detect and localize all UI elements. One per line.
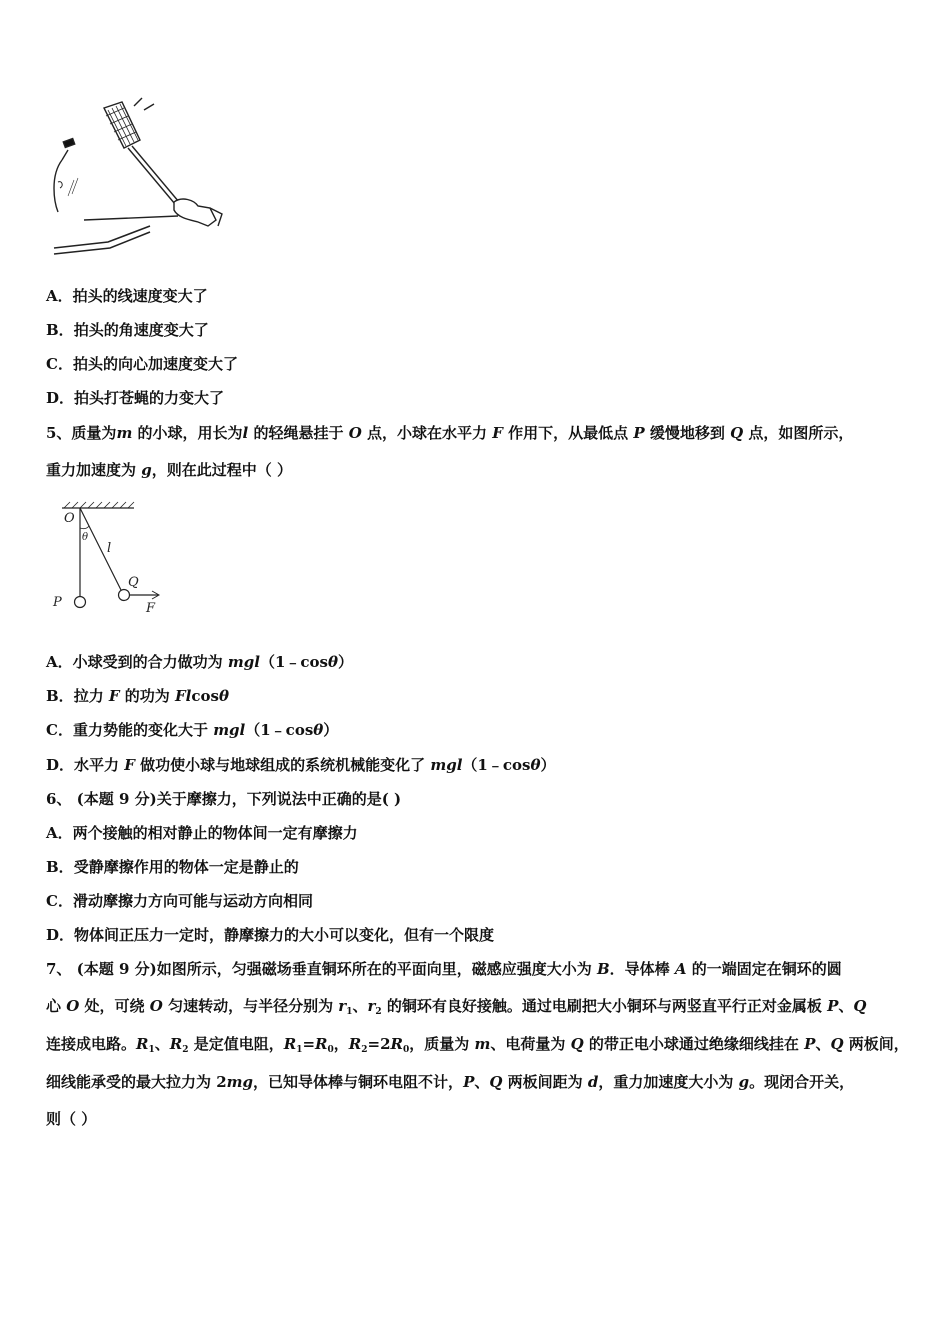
label-Q: Q xyxy=(128,575,139,590)
q5-option-a[interactable]: A．小球受到的合力做功为 mgl（1﹣cosθ） xyxy=(46,653,353,671)
q7-stem-line3: 连接成电路。$R_1$、$R_2$ 是定值电阻，$R_1=R_0$，$R_2=2R_0$，质量为 m、电荷量为 Q 的带正电小球通过绝缘细线挂在 P、Q 两板间， xyxy=(46,1035,909,1055)
q4-option-a[interactable]: A．拍头的线速度变大了 xyxy=(46,287,208,305)
q6-option-d[interactable]: D．物体间正压力一定时，静摩擦力的大小可以变化，但有一个限度 xyxy=(46,926,495,944)
q4-option-c[interactable]: C．拍头的向心加速度变大了 xyxy=(46,355,238,373)
q7-stem-line4: 细线能承受的最大拉力为 2mg，已知导体棒与铜环电阻不计，P、Q 两板间距为 d，重力加速度大小为 g。现闭合开关， xyxy=(46,1073,855,1091)
label-P: P xyxy=(53,595,62,610)
q4-option-d[interactable]: D．拍头打苍蝇的力变大了 xyxy=(46,389,225,407)
q5-stem-line1: 5、质量为m 的小球，用长为l 的轻绳悬挂于 O 点，小球在水平力 F 作用下，从最低点 P 缓慢地移到 Q 点，如图所示， xyxy=(46,424,854,442)
fly-swatter-figure xyxy=(48,96,238,266)
q7-stem-line2: 心 O 处，可绕 O 匀速转动，与半径分别为 $r_1$、$r_2$ 的铜环有良好接触。通过电刷把大小铜环与两竖直平行正对金属板 P、Q xyxy=(46,997,867,1017)
q7-stem-line1: 7、 (本题 9 分)如图所示，匀强磁场垂直铜环所在的平面向里，磁感应强度大小为 B．导体棒 A 的一端固定在铜环的圆 xyxy=(46,960,842,978)
label-F: F xyxy=(146,601,156,616)
label-theta: θ xyxy=(82,532,89,543)
q6-stem: 6、 (本题 9 分)关于摩擦力，下列说法中正确的是( ) xyxy=(46,790,402,808)
q6-option-b[interactable]: B．受静摩擦作用的物体一定是静止的 xyxy=(46,858,299,876)
q5-option-d[interactable]: D．水平力 F 做功使小球与地球组成的系统机械能变化了 mgl（1﹣cosθ） xyxy=(46,756,556,774)
q6-option-c[interactable]: C．滑动摩擦力方向可能与运动方向相同 xyxy=(46,892,313,910)
q5-option-c[interactable]: C．重力势能的变化大于 mgl（1﹣cosθ） xyxy=(46,721,339,739)
q5-stem-line2: 重力加速度为 g，则在此过程中（ ） xyxy=(46,461,292,479)
q5-option-b[interactable]: B．拉力 F 的功为 Flcosθ xyxy=(46,687,229,705)
label-l: l xyxy=(107,541,112,556)
q6-option-a[interactable]: A．两个接触的相对静止的物体间一定有摩擦力 xyxy=(46,824,358,842)
pendulum-figure xyxy=(48,500,178,620)
q4-option-b[interactable]: B．拍头的角速度变大了 xyxy=(46,321,209,339)
q7-stem-line5: 则（ ） xyxy=(46,1110,97,1128)
label-O: O xyxy=(64,511,75,526)
